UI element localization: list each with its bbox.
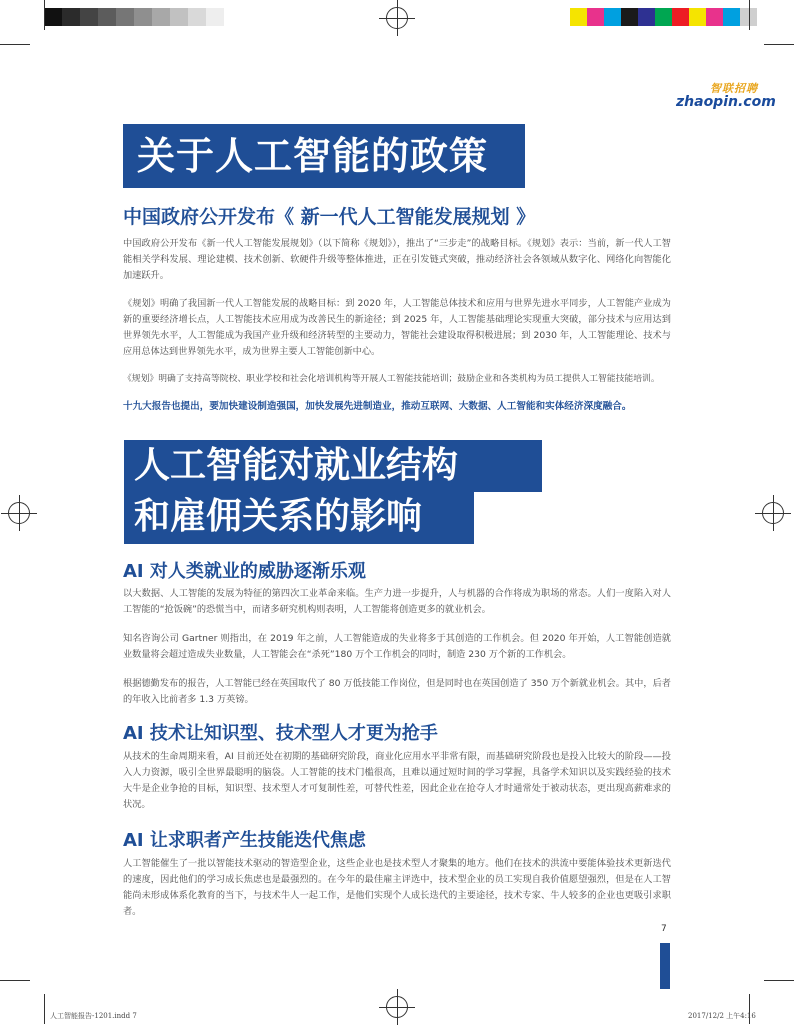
sub1-paragraph-1: 以大数据、人工智能的发展为特征的第四次工业革命来临。生产力进一步提升，人与机器的合作将成为职场的常态。人们一度陷入对人工智能的“抢饭碗”的恐慌当中，而诸多研究机构则表明，人工智能将创造更多的就业机会。: [123, 588, 671, 615]
gray-swatch: [206, 8, 224, 26]
color-swatch: [604, 8, 621, 26]
sub1-paragraph-3: 根据德勤发布的报告，人工智能已经在英国取代了 80 万低技能工作岗位，但是同时也在英国创造了 350 万个新就业机会。其中，后者的年收入比前者多 1.3 万英镑。: [123, 678, 671, 705]
crop-mark: [749, 0, 750, 30]
color-swatch: [570, 8, 587, 26]
footer-file-name: 人工智能报告-1201.indd 7: [50, 1012, 137, 1020]
page-number: 7: [661, 924, 667, 934]
crop-mark: [764, 44, 794, 45]
sub3-heading: AI 让求职者产生技能迭代焦虑: [123, 830, 366, 851]
sub3-paragraph-1: 人工智能催生了一批以智能技术驱动的智造型企业，这些企业也是技术型人才聚集的地方。他们在技术的洪流中要能体验技术更新迭代的速度，因此他们的学习成长焦虑也是最强烈的。在今年的最佳雇主评选中，技术型企业的员工实现自我价值愿望强烈，但是在人工智能尚未形成体系化教育的当下，与技术牛人一起工作，是他们实现个人成长迭代的主要途径，技术专家、牛人较多的企业也更吸引求职者。: [123, 858, 671, 917]
gray-swatch: [170, 8, 188, 26]
logo-cn: 智联招聘: [710, 82, 758, 95]
section2-banner-line2: 和雇佣关系的影响: [124, 492, 474, 544]
section1-paragraph-2: 《规划》明确了我国新一代人工智能发展的战略目标：到 2020 年，人工智能总体技术和应用与世界先进水平同步，人工智能产业成为新的重要经济增长点，人工智能技术应用成为改善民生的新途径；到 2025 年，人工智能基础理论实现重大突破，部分技术与应用达到世界领先水平，人工智能成为我国产业升级和经济转型的主要动力，智能社会建设取得积极进展；到 2030 年，人工智能理论、技术与应用总体达到世界领先水平，成为世界主要人工智能创新中心。: [123, 298, 671, 357]
gray-swatch: [80, 8, 98, 26]
sub2-paragraph-1: 从技术的生命周期来看，AI 目前还处在初期的基础研究阶段，商业化应用水平非常有限，而基础研究阶段也是投入比较大的阶段——投入人力资源，吸引全世界最聪明的脑袋。人工智能的技术门槛很高，且难以通过短时间的学习掌握，具备学术知识以及实践经验的技术大牛是企业争抢的目标，知识型、技术型人才可复制性差，可替代性差，因此企业在抢夺人才时通常处于被动状态，更出现高薪难求的状况。: [123, 751, 671, 810]
gray-swatch: [116, 8, 134, 26]
logo-en: zhaopin.com: [676, 94, 776, 110]
color-calibration-bar: [570, 8, 757, 26]
section1-banner: 关于人工智能的政策: [123, 124, 525, 188]
gray-swatch: [62, 8, 80, 26]
crop-mark: [44, 994, 45, 1024]
grayscale-calibration-bar: [44, 8, 224, 26]
zhaopin-logo: [676, 80, 776, 110]
color-swatch: [638, 8, 655, 26]
crop-mark: [0, 44, 30, 45]
section1-paragraph-3: 《规划》明确了支持高等院校、职业学校和社会化培训机构等开展人工智能技能培训；鼓励企业和各类机构为员工提供人工智能技能培训。: [123, 374, 660, 384]
gray-swatch: [152, 8, 170, 26]
gray-swatch: [134, 8, 152, 26]
color-swatch: [723, 8, 740, 26]
section2-banner-line1: 人工智能对就业结构: [124, 440, 542, 492]
registration-mark-left: [8, 502, 30, 524]
registration-mark-top: [386, 7, 408, 29]
sub1-heading: AI 对人类就业的威胁逐渐乐观: [123, 561, 366, 582]
section1-paragraph-1: 中国政府公开发布《新一代人工智能发展规划》（以下简称《规划》），推出了“三步走”的战略目标。《规划》表示：当前，新一代人工智能相关学科发展、理论建模、技术创新、软硬件升级等整体推进，正在引发链式突破，推动经济社会各领域从数字化、网络化向智能化加速跃升。: [123, 238, 671, 281]
gray-swatch: [98, 8, 116, 26]
crop-mark: [44, 0, 45, 30]
registration-mark-right: [762, 502, 784, 524]
registration-mark-bottom: [386, 996, 408, 1018]
section1-heading: 中国政府公开发布《 新一代人工智能发展规划 》: [123, 206, 536, 228]
color-swatch: [621, 8, 638, 26]
color-swatch: [587, 8, 604, 26]
gray-swatch: [44, 8, 62, 26]
footer-timestamp: 2017/12/2 上午4:16: [688, 1012, 756, 1020]
section1-highlight: 十九大报告也提出，要加快建设制造强国，加快发展先进制造业，推动互联网、大数据、人工智能和实体经济深度融合。: [123, 401, 632, 412]
page-side-bar: [660, 943, 670, 989]
color-swatch: [672, 8, 689, 26]
crop-mark: [0, 980, 30, 981]
sub2-heading: AI 技术让知识型、技术型人才更为抢手: [123, 723, 438, 744]
sub1-paragraph-2: 知名咨询公司 Gartner 则指出，在 2019 年之前，人工智能造成的失业将多于其创造的工作机会。但 2020 年开始，人工智能创造就业数量将会超过造成失业数量，人工智能会在“杀死”180 万个工作机会的同时，制造 230 万个新的工作机会。: [123, 633, 671, 660]
gray-swatch: [188, 8, 206, 26]
color-swatch: [689, 8, 706, 26]
color-swatch: [706, 8, 723, 26]
color-swatch: [655, 8, 672, 26]
crop-mark: [764, 980, 794, 981]
